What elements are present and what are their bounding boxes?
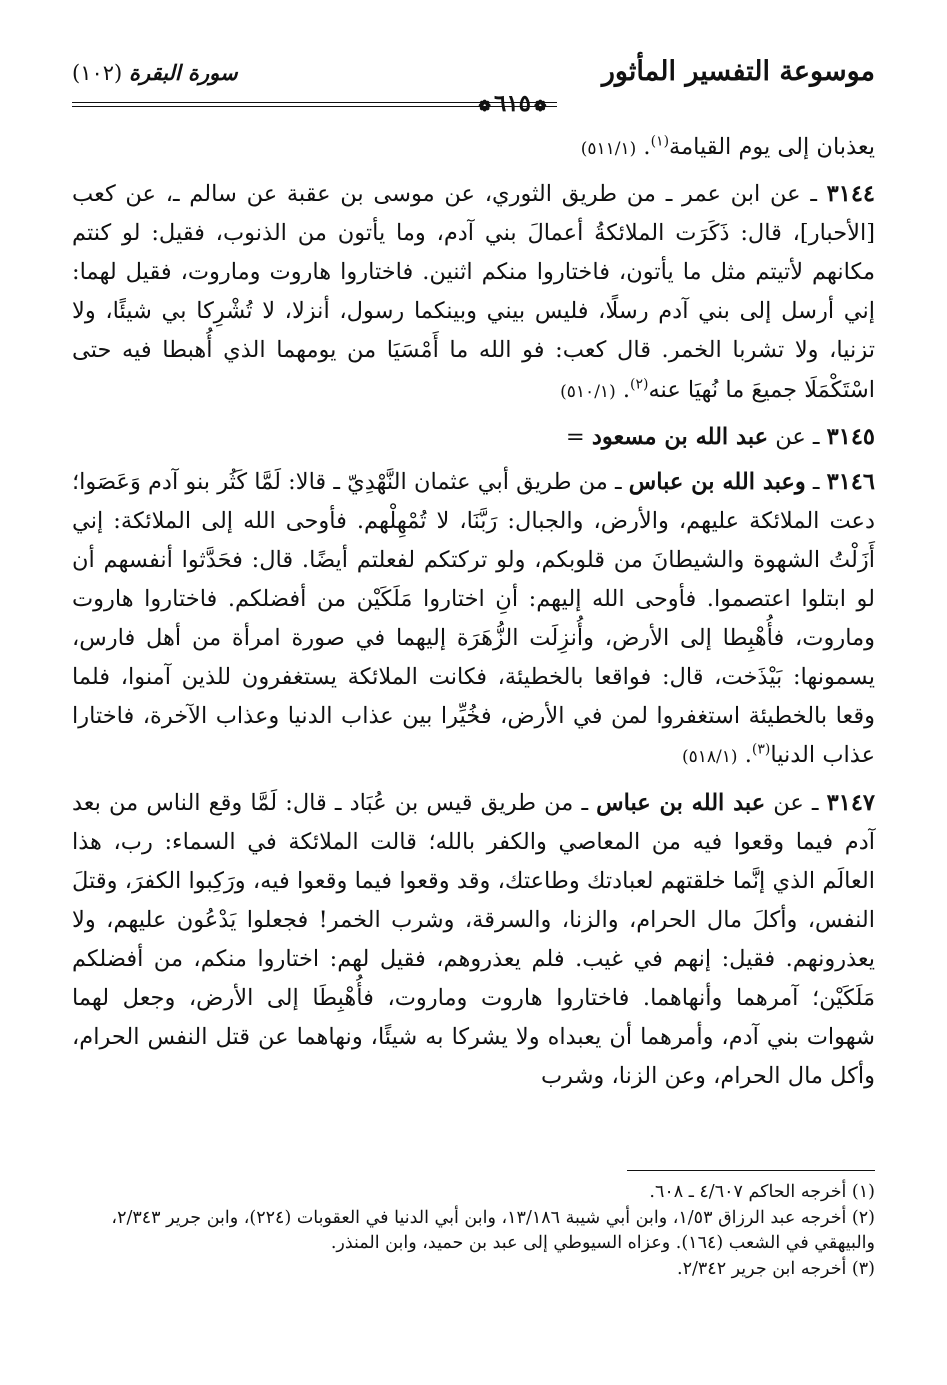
narrator-name: عبد الله بن عباس (596, 789, 766, 816)
footnote-separator (627, 1170, 875, 1171)
paragraph-tail: . (636, 134, 651, 160)
page-number-box (435, 90, 590, 117)
narration-number: ٣١٤٦ (826, 468, 875, 495)
narration-3147 (72, 784, 875, 1097)
header-rule-left (72, 102, 429, 107)
volume-page-ref: (٥١٨/١) (682, 747, 738, 768)
narration-3146 (72, 463, 875, 778)
narrator-name: وعبد الله بن عباس (628, 468, 806, 495)
surah-reference (72, 60, 238, 85)
paragraph-tail: . (615, 376, 631, 403)
narration-number: ٣١٤٧ (826, 789, 875, 816)
book-title: موسوعة التفسير المأثور (601, 56, 875, 87)
ornament-icon: ❁ (478, 97, 491, 115)
main-text (72, 128, 875, 1096)
paragraph-text: ـ من طريق قيس بن عُبَاد ـ قال: لَمَّا وقع الناس من بعد آدم فيما وقعوا فيه من المعاصي والكفر بالله؛ قالت الملائكة في السماء: رب، هذا العالَم الذي إنَّما خلقتهم لعبادتك وطاعتك، وقد وقعوا فيما وقعوا فيه، ورَكِبوا الكفرَ، وقتلَ النفس، وأكلَ مال الحرام، والزنا، والسرقة، وشرب الخمر! فجعلوا يَدْعُون عليهم، ولا يعذرونهم. فقيل: إنهم في غيب. فلم يعذروهم، فقيل لهم: اختاروا منكم، من أفضلكم مَلَكَيْن؛ آمرهما وأنهاهما. فاختاروا هاروت وماروت، فأُهْبِطَا إلى الأرض، وجعل لهما شهوات بني آدم، وأمرهما أن يعبداه ولا يشركا به شيئًا، ونهاهما عن قتل النفس الحرام، وأكل مال الحرام، وعن الزنا، وشرب (72, 789, 875, 1090)
narration-number: ٣١٤٥ (826, 423, 875, 450)
paragraph-text: ـ من طريق أبي عثمان النَّهْدِيّ ـ قالا: لَمَّا كَثُر بنو آدم وَعَصَوا؛ دعت الملائكة عليهم، والأرض، والجبال: رَبَّنَا، لا تُمْهِلْهم. فأوحى الله إلى الملائكة: إني أَزَلْتُ الشهوة والشيطانَ من قلوبكم، ولو تركتكم لفعلتم أيضًا. قال: فحَدَّثوا أنفسهم أن لو ابتلوا اعتصموا. فأوحى الله إليهم: أنِ اختاروا مَلَكَيْن من أفضلكم. فاختاروا هاروت وماروت، فأُهْبِطا إلى الأرض، وأُنزِلَت الزُّهَرَة إليهما في صورة امرأة من أهل فارس، يسمونها: بَيْذَخت، قال: فواقعا بالخطيئة، فكانت الملائكة يستغفرون للذين آمنوا، فلما وقعا بالخطيئة استغفروا لمن في الأرض، فخُيِّرا بين عذاب الدنيا وعذاب الآخرة، فاختارا عذاب الدنيا (72, 468, 875, 769)
narration-3144 (72, 175, 875, 412)
volume-page-ref: (٥١١/١) (580, 139, 637, 159)
header-rule (72, 90, 875, 117)
footnote-marker[interactable]: (٢) (630, 376, 649, 393)
paragraph-text: ـ (805, 468, 827, 495)
narrator-name: عبد الله بن مسعود (591, 423, 769, 450)
surah-name: سورة البقرة (128, 60, 238, 85)
ornament-icon: ❁ (534, 97, 547, 115)
page-number: ٦١٥ (493, 90, 532, 117)
footnote-marker[interactable]: (٣) (751, 741, 771, 758)
paragraph-tail: = (565, 423, 592, 450)
page-header (72, 52, 875, 117)
narration-number: ٣١٤٤ (826, 181, 875, 208)
paragraph-text: يعذبان إلى يوم القيامة (669, 134, 875, 160)
paragraph-continuation (72, 128, 875, 169)
footnote-1: (١) أخرجه الحاكم ٤/٦٠٧ ـ ٦٠٨. (649, 1182, 875, 1202)
paragraph-text: ـ عن (768, 423, 827, 450)
paragraph-text: ـ عن ابن عمر ـ من طريق الثوري، عن موسى بن عقبة عن سالم ـ، عن كعب [الأحبار]، قال: ذَكَرَت الملائكةُ أعمالَ بني آدم، وما يأتون من الذنوب، فقيل: لو كنتم مكانهم لأتيتم مثل ما يأتون، فاختاروا منكم اثنين. فاختاروا هاروت وماروت، فقيل لهما: إني أرسل إلى بني آدم رسلًا، فليس بيني وبينكما رسول، أنزلا، لا تُشْرِكا بي شيئًا، ولا تزنيا، ولا تشربا الخمر. قال كعب: فو الله ما أَمْسَيَا من يومهما الذي أُهبطا فيه حتى اسْتَكْمَلَا جميعَ ما نُهيَا عنه (72, 181, 875, 403)
verse-number: (١٠٢) (72, 61, 123, 85)
narration-3145 (72, 418, 875, 457)
volume-page-ref: (٥١٠/١) (560, 381, 616, 402)
paragraph-text: ـ عن (765, 789, 827, 816)
paragraph-tail: . (737, 742, 752, 769)
footnote-marker[interactable]: (١) (650, 133, 670, 150)
footnote-2: (٢) أخرجه عبد الرزاق ١/٥٣، وابن أبي شيبة ١٣/١٨٦، وابن أبي الدنيا في العقوبات (٢٢٤)، وابن جرير ٢/٣٤٣، والبيهقي في الشعب (١٦٤). وعزاه السيوطي إلى عبد بن حميد، وابن المنذر. (111, 1207, 875, 1253)
footnote-3: (٣) أخرجه ابن جرير ٢/٣٤٢. (677, 1258, 875, 1279)
footnotes (72, 1180, 875, 1282)
